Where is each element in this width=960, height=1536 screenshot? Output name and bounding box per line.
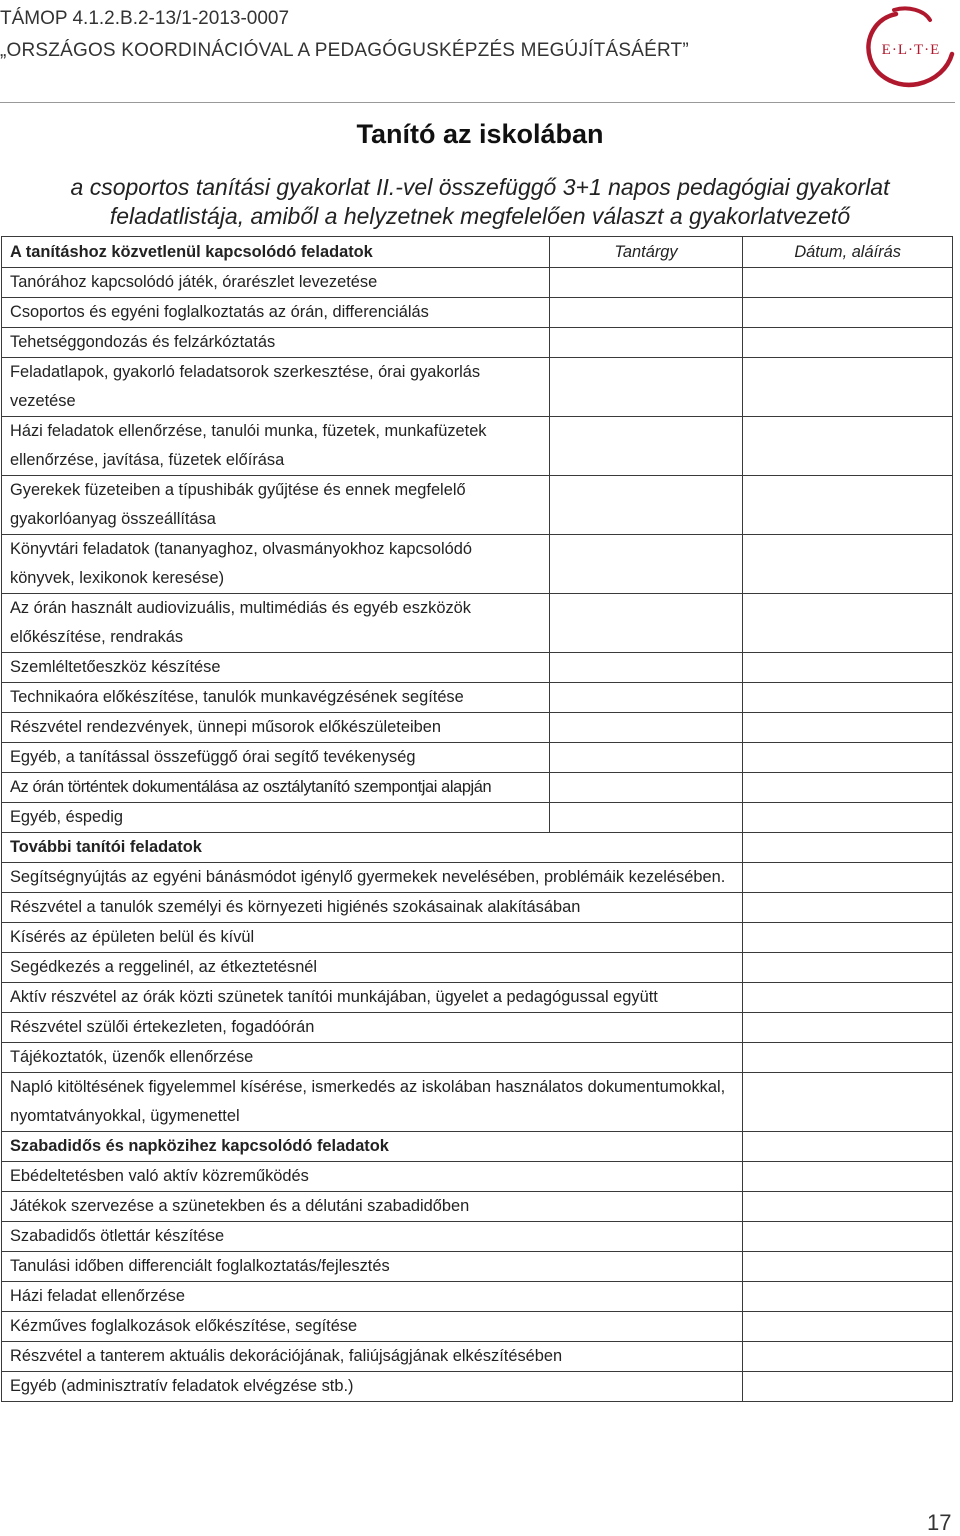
table-row bbox=[2, 983, 953, 1013]
task-cell: Könyvtári feladatok (tananyaghoz, olvasmányokhoz kapcsolódó könyvek, lexikonok keresése) bbox=[2, 535, 550, 594]
table-row bbox=[2, 773, 953, 803]
subject-cell[interactable] bbox=[549, 476, 742, 535]
subject-cell[interactable] bbox=[549, 358, 742, 417]
section-row bbox=[2, 833, 953, 863]
task-cell: Tehetséggondozás és felzárkóztatás bbox=[2, 328, 550, 358]
elte-logo bbox=[858, 4, 958, 94]
section-title: Szabadidős és napközihez kapcsolódó feladatok bbox=[2, 1132, 743, 1162]
subject-cell[interactable] bbox=[549, 803, 742, 833]
subject-cell[interactable] bbox=[549, 328, 742, 358]
task-cell: Részvétel rendezvények, ünnepi műsorok előkészületeiben bbox=[2, 713, 550, 743]
date-signature-cell[interactable] bbox=[743, 863, 953, 893]
date-signature-cell[interactable] bbox=[743, 1132, 953, 1162]
subject-cell[interactable] bbox=[549, 298, 742, 328]
date-signature-cell[interactable] bbox=[743, 1162, 953, 1192]
date-signature-cell[interactable] bbox=[743, 803, 953, 833]
section-title: További tanítói feladatok bbox=[2, 833, 743, 863]
section-row bbox=[2, 1132, 953, 1162]
elte-logo-text: E·L·T·E bbox=[881, 42, 941, 58]
table-row bbox=[2, 535, 953, 594]
subject-cell[interactable] bbox=[549, 773, 742, 803]
table-row bbox=[2, 1372, 953, 1402]
date-signature-cell[interactable] bbox=[743, 1043, 953, 1073]
table-row bbox=[2, 743, 953, 773]
date-signature-cell[interactable] bbox=[743, 1073, 953, 1132]
header-program: „ORSZÁGOS KOORDINÁCIÓVAL A PEDAGÓGUSKÉPZÉS MEGÚJÍTÁSÁÉRT” bbox=[0, 40, 689, 61]
subtitle-line-1: a csoportos tanítási gyakorlat II.-vel összefüggő 3+1 napos pedagógiai gyakorlat bbox=[70, 174, 890, 200]
task-cell: Egyéb, a tanítással összefüggő órai segítő tevékenység bbox=[2, 743, 550, 773]
table-row bbox=[2, 417, 953, 476]
table-row bbox=[2, 923, 953, 953]
date-signature-cell[interactable] bbox=[743, 1282, 953, 1312]
subtitle-line-2: feladatlistája, amiből a helyzetnek megfelelően választ a gyakorlatvezető bbox=[109, 203, 851, 229]
table-row bbox=[2, 953, 953, 983]
task-cell: Szemléltetőeszköz készítése bbox=[2, 653, 550, 683]
table-row bbox=[2, 328, 953, 358]
date-signature-cell[interactable] bbox=[743, 1312, 953, 1342]
task-cell: Játékok szervezése a szünetekben és a délutáni szabadidőben bbox=[2, 1192, 743, 1222]
table-row bbox=[2, 863, 953, 893]
date-signature-cell[interactable] bbox=[743, 328, 953, 358]
table-row bbox=[2, 268, 953, 298]
table-row bbox=[2, 1192, 953, 1222]
task-cell: Házi feladat ellenőrzése bbox=[2, 1282, 743, 1312]
header-subject: Tantárgy bbox=[549, 237, 742, 268]
task-cell: Segédkezés a reggelinél, az étkeztetésnél bbox=[2, 953, 743, 983]
table-row bbox=[2, 1252, 953, 1282]
date-signature-cell[interactable] bbox=[743, 1013, 953, 1043]
table-row bbox=[2, 1342, 953, 1372]
task-cell: Napló kitöltésének figyelemmel kísérése, ismerkedés az iskolában használatos dokumentumokkal, nyomtatványokkal, ügymenettel bbox=[2, 1073, 743, 1132]
task-cell: Segítségnyújtás az egyéni bánásmódot igénylő gyermekek nevelésében, problémáik kezelésében. bbox=[2, 863, 743, 893]
task-cell: Az órán használt audiovizuális, multimédiás és egyéb eszközök előkészítése, rendrakás bbox=[2, 594, 550, 653]
table-row bbox=[2, 1222, 953, 1252]
table-row bbox=[2, 1312, 953, 1342]
task-cell: Szabadidős ötlettár készítése bbox=[2, 1222, 743, 1252]
subject-cell[interactable] bbox=[549, 417, 742, 476]
table-row bbox=[2, 1073, 953, 1132]
task-cell: Egyéb (adminisztratív feladatok elvégzése stb.) bbox=[2, 1372, 743, 1402]
table-row bbox=[2, 476, 953, 535]
page-number: 17 bbox=[927, 1510, 952, 1535]
table-row bbox=[2, 298, 953, 328]
table-row bbox=[2, 1282, 953, 1312]
table-row bbox=[2, 594, 953, 653]
date-signature-cell[interactable] bbox=[743, 743, 953, 773]
date-signature-cell[interactable] bbox=[743, 1342, 953, 1372]
subject-cell[interactable] bbox=[549, 743, 742, 773]
date-signature-cell[interactable] bbox=[743, 1252, 953, 1282]
header-divider bbox=[0, 102, 955, 103]
table-row bbox=[2, 683, 953, 713]
task-cell: Csoportos és egyéni foglalkoztatás az órán, differenciálás bbox=[2, 298, 550, 328]
table-row bbox=[2, 1013, 953, 1043]
date-signature-cell[interactable] bbox=[743, 1192, 953, 1222]
task-cell: Részvétel szülői értekezleten, fogadóórán bbox=[2, 1013, 743, 1043]
table-row bbox=[2, 803, 953, 833]
task-cell: Részvétel a tanterem aktuális dekorációjának, faliújságjának elkészítésében bbox=[2, 1342, 743, 1372]
header-date-signature: Dátum, aláírás bbox=[743, 237, 953, 268]
task-cell: Egyéb, éspedig bbox=[2, 803, 550, 833]
date-signature-cell[interactable] bbox=[743, 773, 953, 803]
date-signature-cell[interactable] bbox=[743, 713, 953, 743]
task-cell: Házi feladatok ellenőrzése, tanulói munka, füzetek, munkafüzetek ellenőrzése, javítása, füzetek előírása bbox=[2, 417, 550, 476]
table-row bbox=[2, 653, 953, 683]
subject-cell[interactable] bbox=[549, 683, 742, 713]
date-signature-cell[interactable] bbox=[743, 983, 953, 1013]
date-signature-cell[interactable] bbox=[743, 953, 953, 983]
page-title: Tanító az iskolában bbox=[356, 119, 604, 149]
date-signature-cell[interactable] bbox=[743, 358, 953, 417]
table-row bbox=[2, 1162, 953, 1192]
table-row bbox=[2, 358, 953, 417]
date-signature-cell[interactable] bbox=[743, 268, 953, 298]
table-header-row bbox=[2, 237, 953, 268]
date-signature-cell[interactable] bbox=[743, 298, 953, 328]
date-signature-cell[interactable] bbox=[743, 1222, 953, 1252]
date-signature-cell[interactable] bbox=[743, 1372, 953, 1402]
date-signature-cell[interactable] bbox=[743, 653, 953, 683]
date-signature-cell[interactable] bbox=[743, 923, 953, 953]
task-cell: Tanulási időben differenciált foglalkoztatás/fejlesztés bbox=[2, 1252, 743, 1282]
table-row bbox=[2, 713, 953, 743]
date-signature-cell[interactable] bbox=[743, 535, 953, 594]
table-row bbox=[2, 893, 953, 923]
task-cell: Tanórához kapcsolódó játék, órarészlet levezetése bbox=[2, 268, 550, 298]
header-project: TÁMOP 4.1.2.B.2-13/1-2013-0007 bbox=[0, 8, 290, 29]
date-signature-cell[interactable] bbox=[743, 893, 953, 923]
task-cell: Részvétel a tanulók személyi és környezeti higiénés szokásainak alakításában bbox=[2, 893, 743, 923]
subject-cell[interactable] bbox=[549, 535, 742, 594]
task-cell: Tájékoztatók, üzenők ellenőrzése bbox=[2, 1043, 743, 1073]
date-signature-cell[interactable] bbox=[743, 833, 953, 863]
task-cell: Az órán történtek dokumentálása az osztálytanító szempontjai alapján bbox=[2, 773, 550, 803]
subject-cell[interactable] bbox=[549, 713, 742, 743]
subject-cell[interactable] bbox=[549, 268, 742, 298]
date-signature-cell[interactable] bbox=[743, 683, 953, 713]
subject-cell[interactable] bbox=[549, 653, 742, 683]
task-cell: Feladatlapok, gyakorló feladatsorok szerkesztése, órai gyakorlás vezetése bbox=[2, 358, 550, 417]
subject-cell[interactable] bbox=[549, 594, 742, 653]
task-cell: Kísérés az épületen belül és kívül bbox=[2, 923, 743, 953]
task-cell: Aktív részvétel az órák közti szünetek tanítói munkájában, ügyelet a pedagógussal együtt bbox=[2, 983, 743, 1013]
date-signature-cell[interactable] bbox=[743, 476, 953, 535]
date-signature-cell[interactable] bbox=[743, 417, 953, 476]
task-table bbox=[1, 236, 953, 1402]
task-cell: Technikaóra előkészítése, tanulók munkavégzésének segítése bbox=[2, 683, 550, 713]
task-cell: Ebédeltetésben való aktív közreműködés bbox=[2, 1162, 743, 1192]
table-row bbox=[2, 1043, 953, 1073]
header-tasks: A tanításhoz közvetlenül kapcsolódó feladatok bbox=[2, 237, 550, 268]
task-cell: Gyerekek füzeteiben a típushibák gyűjtése és ennek megfelelő gyakorlóanyag összeállítása bbox=[2, 476, 550, 535]
task-cell: Kézműves foglalkozások előkészítése, segítése bbox=[2, 1312, 743, 1342]
date-signature-cell[interactable] bbox=[743, 594, 953, 653]
